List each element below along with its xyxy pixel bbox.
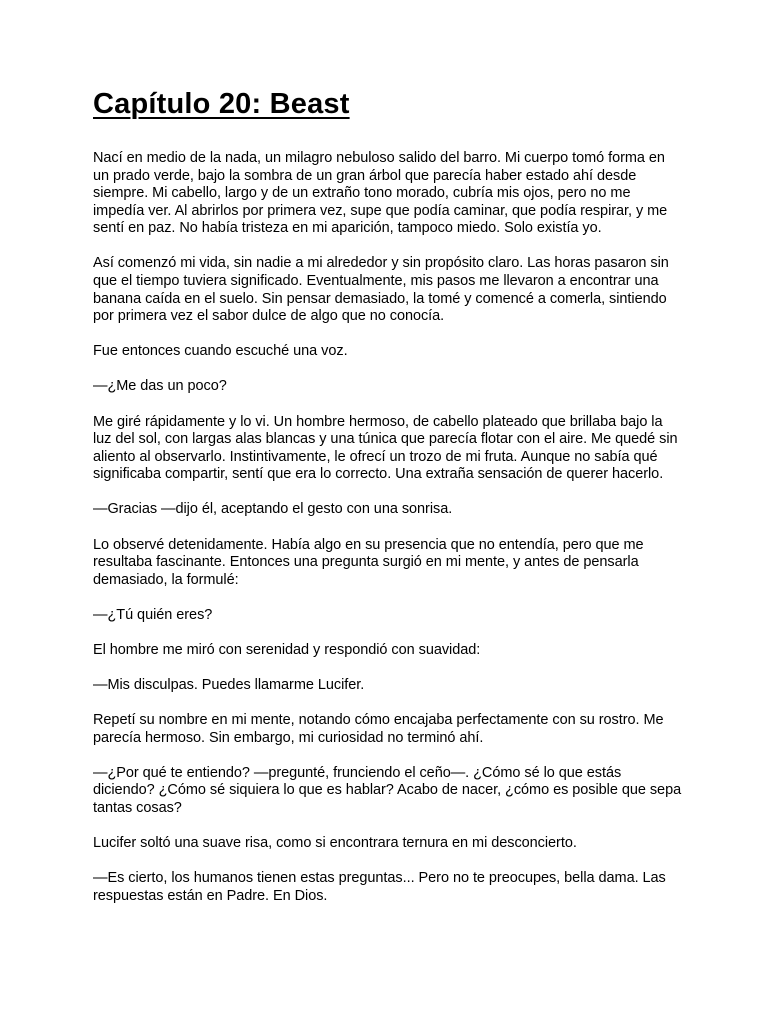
paragraph-1: Nací en medio de la nada, un milagro nebuloso salido del barro. Mi cuerpo tomó forma en un prado verde, bajo la sombra de un gran árbol que parecía haber estado ahí desde siempre. Mi cabello, largo y de un extraño tono morado, cubría mis ojos, pero no me impedía ver. Al abrirlos por primera vez, supe que podía caminar, que podía respirar, y me sentí en paz. No había tristeza en mi aparición, tampoco miedo. Solo existía yo. [93,150,668,237]
chapter-title: Capítulo 20: Beast [93,88,350,120]
paragraph-4: Me giré rápidamente y lo vi. Un hombre hermoso, de cabello plateado que brillaba bajo la luz del sol, con largas alas blancas y una túnica que parecía flotar con el aire. Me quedé sin aliento al observarlo. Instintivamente, le ofrecí un trozo de mi fruta. Aunque no sabía qué significaba compartir, sentí que era lo correcto. Una extraña sensación de querer hacerlo. [93,413,678,483]
dialogue-6: —Es cierto, los humanos tienen estas preguntas... Pero no te preocupes, bella dama. Las respuestas están en Padre. En Dios. [93,870,666,904]
paragraph-6: El hombre me miró con serenidad y respondió con suavidad: [93,641,481,658]
paragraph-5: Lo observé detenidamente. Había algo en su presencia que no entendía, pero que me resultaba fascinante. Entonces una pregunta surgió en mi mente, y antes de pensarla demasiado, la formulé: [93,536,644,588]
paragraph-2: Así comenzó mi vida, sin nadie a mi alrededor y sin propósito claro. Las horas pasaron sin que el tiempo tuviera significado. Eventualmente, mis pasos me llevaron a encontrar una banana caída en el suelo. Sin pensar demasiado, la tomé y comencé a comerla, sintiendo por primera vez el sabor dulce de algo que no conocía. [93,255,669,325]
dialogue-5: —¿Por qué te entiendo? —pregunté, frunciendo el ceño—. ¿Cómo sé lo que estás diciendo? ¿Cómo sé siquiera lo que es hablar? Acabo de nacer, ¿cómo es posible que sepa tantas cosas? [93,764,682,816]
dialogue-4: —Mis disculpas. Puedes llamarme Lucifer. [93,676,365,693]
dialogue-2: —Gracias —dijo él, aceptando el gesto con una sonrisa. [93,501,453,518]
paragraph-7: Repetí su nombre en mi mente, notando cómo encajaba perfectamente con su rostro. Me parecía hermoso. Sin embargo, mi curiosidad no terminó ahí. [93,712,664,746]
paragraph-3: Fue entonces cuando escuché una voz. [93,343,348,360]
document-page [93,84,683,923]
dialogue-3: —¿Tú quién eres? [93,606,213,623]
paragraph-8: Lucifer soltó una suave risa, como si encontrara ternura en mi desconcierto. [93,835,577,852]
dialogue-1: —¿Me das un poco? [93,378,227,395]
